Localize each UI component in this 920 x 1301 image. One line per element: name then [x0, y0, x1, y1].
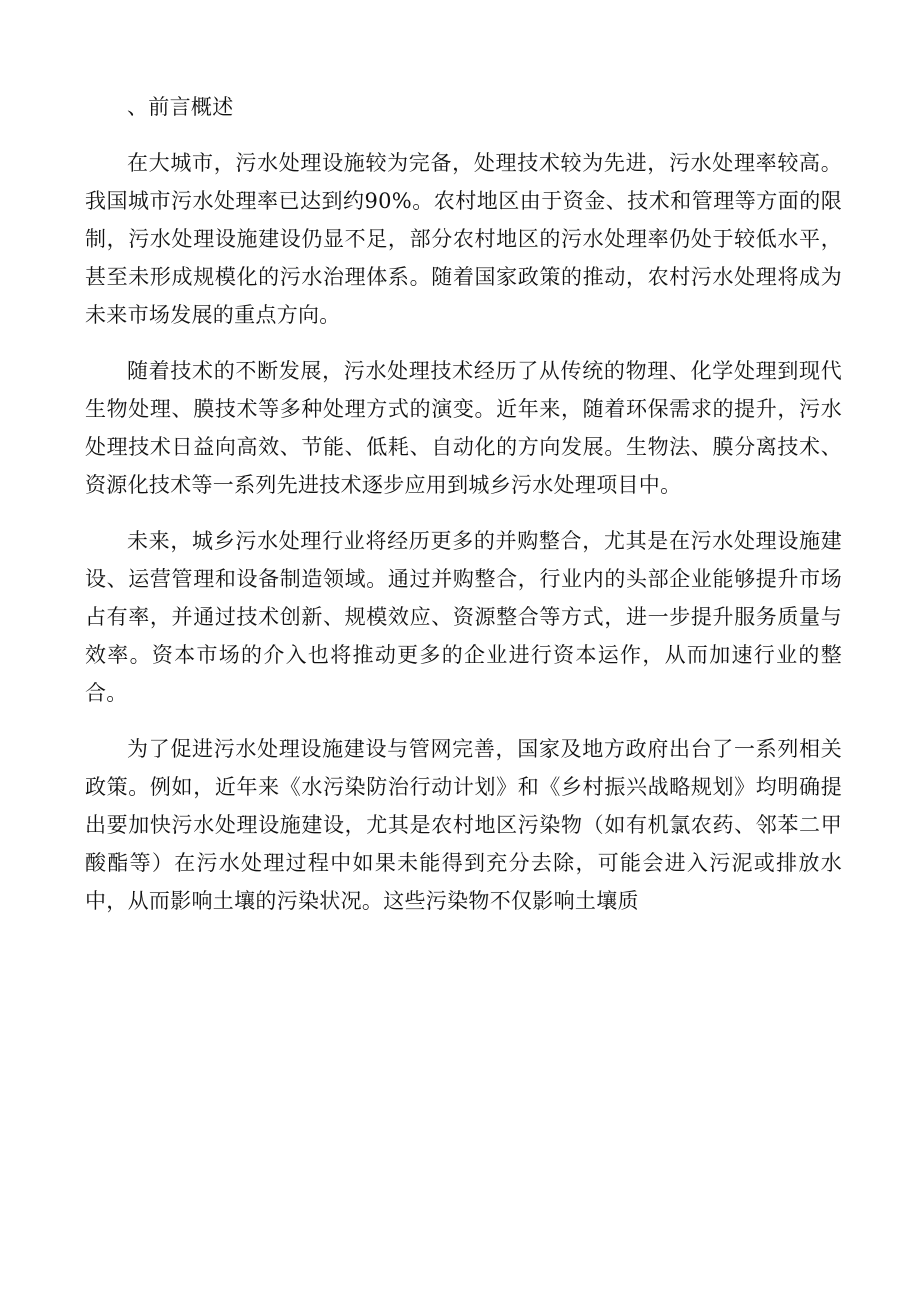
paragraph-4: 为了促进污水处理设施建设与管网完善，国家及地方政府出台了一系列相关政策。例如，近年来《水污染防治行动计划》和《乡村振兴战略规划》均明确提出要加快污水处理设施建设，尤其是农村地区污染物（如有机氯农药、邻苯二甲酸酯等）在污水处理过程中如果未能得到充分去除，可能会进入污泥或排放水中，从而影响土壤的污染状况。这些污染物不仅影响土壤质	[85, 737, 842, 913]
paragraph-2: 随着技术的不断发展，污水处理技术经历了从传统的物理、化学处理到现代生物处理、膜技术等多种处理方式的演变。近年来，随着环保需求的提升，污水处理技术日益向高效、节能、低耗、自动化的方向发展。生物法、膜分离技术、资源化技术等一系列先进技术逐步应用到城乡污水处理项目中。	[85, 359, 842, 497]
document-body	[85, 88, 842, 938]
section-heading: 、前言概述	[127, 95, 234, 119]
paragraph-3: 未来，城乡污水处理行业将经历更多的并购整合，尤其是在污水处理设施建设、运营管理和设备制造领域。通过并购整合，行业内的头部企业能够提升市场占有率，并通过技术创新、规模效应、资源整合等方式，进一步提升服务质量与效率。资本市场的介入也将推动更多的企业进行资本运作，从而加速行业的整合。	[85, 529, 842, 705]
paragraph-1: 在大城市，污水处理设施较为完备，处理技术较为先进，污水处理率较高。我国城市污水处理率已达到约90%。农村地区由于资金、技术和管理等方面的限制，污水处理设施建设仍显不足，部分农村地区的污水处理率仍处于较低水平，甚至未形成规模化的污水治理体系。随着国家政策的推动，农村污水处理将成为未来市场发展的重点方向。	[85, 151, 842, 327]
